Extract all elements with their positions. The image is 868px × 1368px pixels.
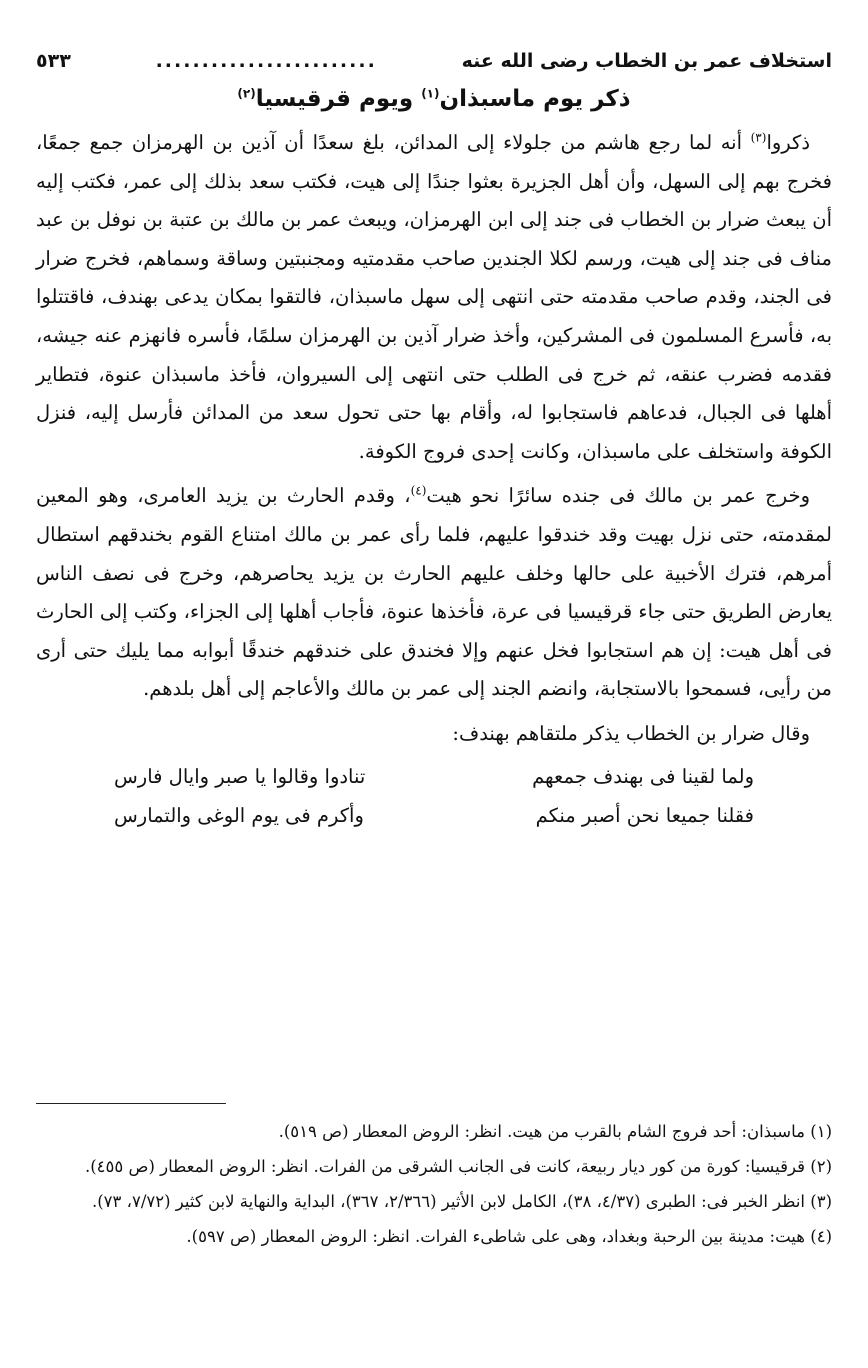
verse-1-first-hemistich: ولما لقينا فى بهندف جمعهم <box>532 764 754 788</box>
footnote-mark-3: (٣) <box>750 130 767 145</box>
heading-part-1: ذكر يوم ماسبذان <box>439 86 631 112</box>
paragraph-2-text: ، وقدم الحارث بن يزيد العامرى، وهو المعين لمقدمته، حتى نزل بهيت وقد خندقوا عليهم، فلما رأى عمر بن مالك امتناع القوم بخندقهم استطال أمرهم، فترك الأخبية على حالها وخلف عليهم الحارث بن يزيد يحاصرهم، وخرج فى نصف الناس يعارض الطريق حتى جاء قرقيسيا فى عرة، فأخذها عنوة، فأجاب أهلها إلى الجزاء، وكتب إلى الحارث فى أهل هيت: إن هم استجابوا فخل عنهم وإلا فخندق على خندقهم خندقًا أبوابه مما يليك حتى أرى من رأيى، فسمحوا بالاستجابة، وانضم الجند إلى عمر بن مالك والأعاجم إلى أهل بلدهم. <box>36 484 832 701</box>
footnote-1: (١) ماسبذان: أحد فروج الشام بالقرب من هيت. انظر: الروض المعطار (ص ٥١٩). <box>278 1122 832 1141</box>
verse-2-first-hemistich: فقلنا جميعا نحن أصبر منكم <box>535 803 754 827</box>
footnotes <box>36 1114 832 1254</box>
page-number: ٥٣٣ <box>36 50 71 72</box>
footnote-2: (٢) قرقيسيا: كورة من كور ديار ربيعة، كانت فى الجانب الشرقى من الفرات. انظر: الروض المعطار (ص ٤٥٥). <box>84 1157 832 1176</box>
poem <box>114 757 754 835</box>
footnote-3: (٣) انظر الخبر فى: الطبرى (٤/٣٧، ٣٨)، الكامل لابن الأثير (٢/٣٦٦، ٣٦٧)، البداية والنهاية لابن كثير (٧/٧٢، ٧٣). <box>91 1192 832 1211</box>
verse-intro: وقال ضرار بن الخطاب يذكر ملتقاهم بهندف: <box>452 721 810 745</box>
heading-part-2: ويوم قرقيسيا <box>255 86 422 112</box>
paragraph-1 <box>36 124 832 471</box>
running-head-title: استخلاف عمر بن الخطاب رضى الله عنه <box>461 50 832 72</box>
heading-footnote-mark-1: (١) <box>421 86 440 101</box>
body-text <box>36 124 832 709</box>
paragraph-1-opening: ذكروا <box>766 131 810 154</box>
running-head <box>36 44 832 78</box>
verse-line-2 <box>114 796 754 835</box>
paragraph-2-opening: وخرج عمر بن مالك فى جنده سائرًا نحو هيت <box>426 484 810 508</box>
verse-1-second-hemistich: تنادوا وقالوا يا صبر وايال فارس <box>114 764 366 788</box>
heading-footnote-mark-2: (٢) <box>237 86 256 101</box>
chapter-heading <box>36 82 832 116</box>
footnote-separator <box>36 1103 226 1104</box>
footnote-mark-4: (٤) <box>410 483 427 498</box>
leader-dots: ........................ <box>155 50 377 72</box>
verse-line-1 <box>114 757 754 796</box>
book-page <box>36 44 832 835</box>
footnote-4: (٤) هيت: مدينة بين الرحبة وبغداد، وهى على شاطىء الفرات. انظر: الروض المعطار (ص ٥٩٧). <box>186 1227 832 1246</box>
paragraph-1-text: أنه لما رجع هاشم من جلولاء إلى المدائن، بلغ سعدًا أن آذين بن الهرمزان جمع جمعًا، فخرج بهم إلى السهل، وأن أهل الجزيرة بعثوا جندًا إلى هيت، فكتب سعد بذلك إلى عمر، فكتب إليه أن يبعث ضرار بن الخطاب فى جند إلى ابن الهرمزان، ويبعث عمر بن مالك بن عتبة بن نوفل بن عبد مناف فى جند إلى هيت، ورسم لكلا الجندين صاحب مقدمتيه ومجنبتين وساقة وسماهم، فخرج ضرار فى الجند، وقدم صاحب مقدمته حتى انتهى إلى سهل ماسبذان، فالتقوا بمكان يدعى بهندف، فاقتتلوا به، فأسرع المسلمون فى المشركين، وأخذ ضرار آذين بن الهرمزان سلمًا، فأسره فانهزم عنه جيشه، فقدمه فضرب عنقه، ثم خرج فى الطلب حتى انتهى إلى السيروان، فأخذ ماسبذان عنوة، فتطاير أهلها فى الجبال، فدعاهم فاستجابوا له، وأقام بها حتى تحول سعد من المدائن فأرسل إليه، فنزل الكوفة واستخلف على ماسبذان، وكانت إحدى فروج الكوفة. <box>36 131 832 463</box>
verse-2-second-hemistich: وأكرم فى يوم الوغى والتمارس <box>114 803 364 827</box>
paragraph-2 <box>36 477 832 709</box>
